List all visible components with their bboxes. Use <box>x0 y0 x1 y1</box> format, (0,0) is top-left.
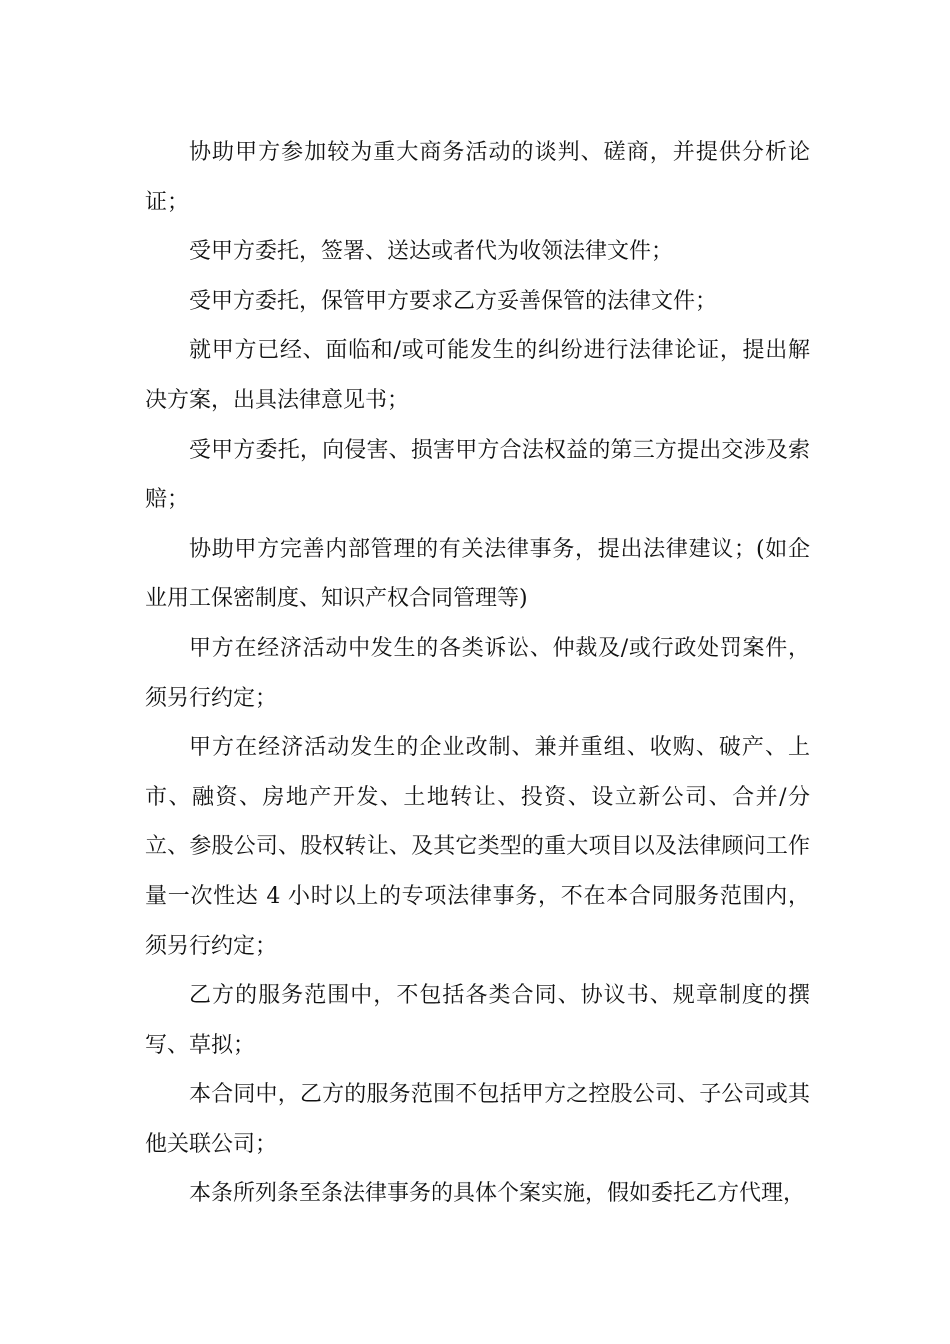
paragraph-affiliates-excluded: 本合同中，乙方的服务范围不包括甲方之控股公司、子公司或其他关联公司； <box>145 1082 810 1157</box>
paragraph-dispute-opinion: 就甲方已经、面临和/或可能发生的纠纷进行法律论证，提出解决方案，出具法律意见书； <box>145 338 810 413</box>
paragraph-third-party-claims: 受甲方委托，向侵害、损害甲方合法权益的第三方提出交涉及索赔； <box>145 437 810 513</box>
paragraph-drafting-excluded: 乙方的服务范围中，不包括各类合同、协议书、规章制度的撰写、草拟； <box>145 983 810 1058</box>
document-body <box>145 128 810 1219</box>
paragraph-internal-management: 协助甲方完善内部管理的有关法律事务，提出法律建议；(如企业用工保密制度、知识产权合同管理等) <box>145 536 810 612</box>
paragraph-sign-deliver-documents: 受甲方委托，签署、送达或者代为收领法律文件； <box>189 239 674 265</box>
paragraph-negotiation-assistance: 协助甲方参加较为重大商务活动的谈判、磋商，并提供分析论证； <box>145 140 810 215</box>
paragraph-special-projects: 甲方在经济活动发生的企业改制、兼并重组、收购、破产、上市、融资、房地产开发、土地转让、投资、设立新公司、合并/分立、参股公司、股权转让、及其它类型的重大项目以及法律顾问工作量一次性达 4 小时以上的专项法律事务，不在本合同服务范围内，须另行约定； <box>145 735 810 959</box>
paragraph-case-implementation: 本条所列条至条法律事务的具体个案实施，假如委托乙方代理， <box>189 1181 806 1207</box>
paragraph-litigation-separate: 甲方在经济活动中发生的各类诉讼、仲裁及/或行政处罚案件，须另行约定； <box>145 635 810 711</box>
paragraph-keep-documents: 受甲方委托，保管甲方要求乙方妥善保管的法律文件； <box>189 288 718 314</box>
